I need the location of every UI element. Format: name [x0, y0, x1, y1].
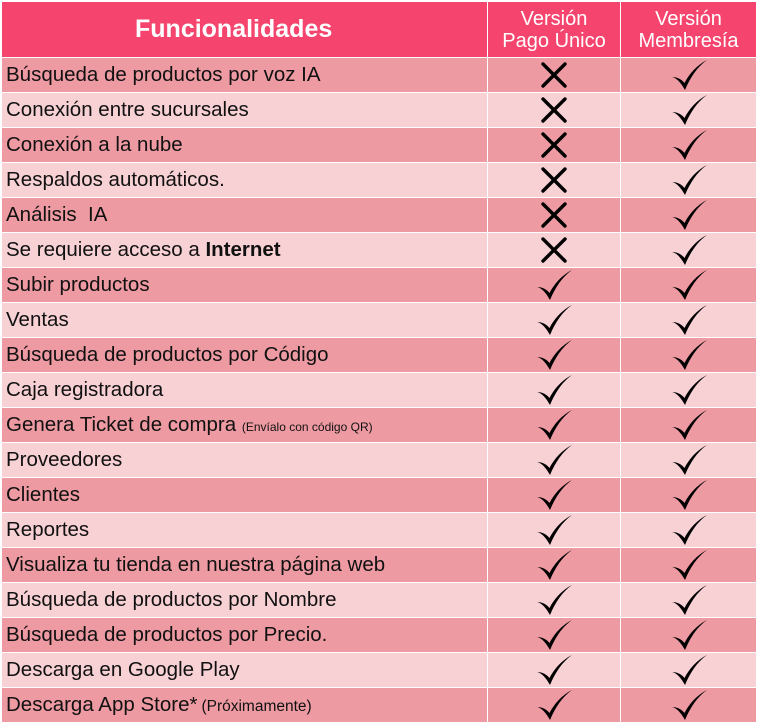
membership-availability [621, 443, 757, 478]
check-icon [535, 276, 573, 293]
check-icon [670, 206, 708, 223]
one-time-availability [488, 233, 621, 268]
check-icon [535, 626, 573, 643]
membership-availability [621, 688, 757, 723]
check-icon [670, 486, 708, 503]
table-row [2, 653, 757, 688]
feature-label [2, 408, 488, 443]
check-icon [535, 451, 573, 468]
header-row [2, 2, 757, 58]
feature-label-text: Proveedores [6, 448, 123, 471]
feature-label-text: Respaldos automáticos. [6, 168, 225, 191]
feature-label-text: Análisis IA [6, 203, 108, 226]
one-time-availability [488, 198, 621, 233]
check-icon [670, 66, 708, 83]
comparison-table [1, 1, 757, 723]
membership-availability [621, 128, 757, 163]
membership-availability [621, 233, 757, 268]
feature-label-text: Ventas [6, 308, 69, 331]
check-icon [535, 416, 573, 433]
feature-label [2, 583, 488, 618]
feature-label-note: (Próximamente) [201, 698, 312, 715]
cross-icon [540, 206, 568, 223]
membership-availability [621, 618, 757, 653]
cross-icon [540, 241, 568, 258]
table-row [2, 338, 757, 373]
feature-label-text: Caja registradora [6, 378, 164, 401]
check-icon [670, 626, 708, 643]
check-icon [535, 661, 573, 678]
membership-version-header [621, 2, 757, 58]
check-icon [670, 171, 708, 188]
membership-availability [621, 93, 757, 128]
membership-availability [621, 163, 757, 198]
membership-availability [621, 268, 757, 303]
feature-label [2, 478, 488, 513]
check-icon [670, 661, 708, 678]
membership-availability [621, 513, 757, 548]
one-time-availability [488, 373, 621, 408]
one-time-availability [488, 58, 621, 93]
cross-icon [540, 171, 568, 188]
table-row [2, 618, 757, 653]
feature-label [2, 163, 488, 198]
table-row [2, 478, 757, 513]
one-time-availability [488, 268, 621, 303]
feature-label [2, 688, 488, 723]
feature-label-text: Conexión entre sucursales [6, 98, 249, 121]
check-icon [670, 416, 708, 433]
check-icon [535, 696, 573, 713]
membership-header-line2: Membresía [638, 29, 739, 52]
feature-label [2, 618, 488, 653]
check-icon [535, 486, 573, 503]
check-icon [535, 591, 573, 608]
one-time-availability [488, 303, 621, 338]
check-icon [670, 451, 708, 468]
membership-availability [621, 478, 757, 513]
cross-icon [540, 136, 568, 153]
check-icon [670, 521, 708, 538]
cross-icon [540, 101, 568, 118]
one-time-availability [488, 338, 621, 373]
feature-label-text: Descarga App Store* [6, 693, 198, 716]
feature-label-text: Búsqueda de productos por voz IA [6, 63, 321, 86]
membership-availability [621, 58, 757, 93]
one-time-availability [488, 688, 621, 723]
feature-rows [2, 58, 757, 723]
membership-availability [621, 653, 757, 688]
one-time-version-header [488, 2, 621, 58]
one-time-header-line2: Pago Único [502, 29, 606, 52]
feature-label-text: Descarga en Google Play [6, 658, 240, 681]
membership-availability [621, 583, 757, 618]
membership-availability [621, 373, 757, 408]
check-icon [670, 136, 708, 153]
one-time-availability [488, 163, 621, 198]
feature-label [2, 513, 488, 548]
table-row [2, 268, 757, 303]
feature-label [2, 128, 488, 163]
table-row [2, 93, 757, 128]
table-row [2, 373, 757, 408]
check-icon [670, 346, 708, 363]
one-time-availability [488, 128, 621, 163]
check-icon [535, 521, 573, 538]
membership-availability [621, 198, 757, 233]
check-icon [670, 381, 708, 398]
feature-label-text: Conexión a la nube [6, 133, 183, 156]
feature-label-text: Búsqueda de productos por Nombre [6, 588, 337, 611]
membership-availability [621, 338, 757, 373]
check-icon [670, 241, 708, 258]
one-time-availability [488, 478, 621, 513]
feature-label-text: Subir productos [6, 273, 150, 296]
feature-label-text: Visualiza tu tienda en nuestra página web [6, 553, 386, 576]
feature-label-text: Reportes [6, 518, 90, 541]
feature-label [2, 233, 488, 268]
table-row [2, 443, 757, 478]
table-row [2, 233, 757, 268]
check-icon [670, 556, 708, 573]
feature-label [2, 653, 488, 688]
one-time-availability [488, 653, 621, 688]
one-time-availability [488, 443, 621, 478]
check-icon [670, 591, 708, 608]
table-row [2, 513, 757, 548]
membership-availability [621, 548, 757, 583]
feature-label [2, 198, 488, 233]
feature-label-emphasis: Internet [205, 238, 281, 261]
one-time-availability [488, 93, 621, 128]
table-row [2, 58, 757, 93]
check-icon [535, 381, 573, 398]
feature-label-text: Se requiere acceso a [6, 238, 206, 261]
feature-label-text: Genera Ticket de compra [6, 413, 237, 436]
one-time-availability [488, 513, 621, 548]
table-row [2, 303, 757, 338]
feature-label [2, 93, 488, 128]
feature-label-text: Búsqueda de productos por Código [6, 343, 329, 366]
feature-label [2, 338, 488, 373]
one-time-availability [488, 408, 621, 443]
feature-label [2, 268, 488, 303]
table-row [2, 198, 757, 233]
table-row [2, 548, 757, 583]
table-row [2, 688, 757, 723]
feature-label [2, 443, 488, 478]
membership-availability [621, 303, 757, 338]
check-icon [535, 346, 573, 363]
check-icon [535, 556, 573, 573]
table-row [2, 163, 757, 198]
check-icon [670, 276, 708, 293]
table-row [2, 408, 757, 443]
one-time-header-line1: Versión [520, 7, 588, 30]
check-icon [670, 101, 708, 118]
table-row [2, 583, 757, 618]
feature-label-small-note: (Envíalo con código QR) [241, 420, 373, 434]
check-icon [670, 696, 708, 713]
feature-label [2, 548, 488, 583]
one-time-availability [488, 548, 621, 583]
feature-label-text: Búsqueda de productos por Precio. [6, 623, 328, 646]
membership-availability [621, 408, 757, 443]
one-time-availability [488, 583, 621, 618]
feature-label [2, 303, 488, 338]
check-icon [670, 311, 708, 328]
feature-label-text: Clientes [6, 483, 81, 506]
feature-label [2, 373, 488, 408]
cross-icon [540, 66, 568, 83]
membership-header-line1: Versión [655, 7, 722, 30]
features-header: Funcionalidades [2, 2, 488, 58]
table-row [2, 128, 757, 163]
check-icon [535, 311, 573, 328]
feature-label [2, 58, 488, 93]
one-time-availability [488, 618, 621, 653]
